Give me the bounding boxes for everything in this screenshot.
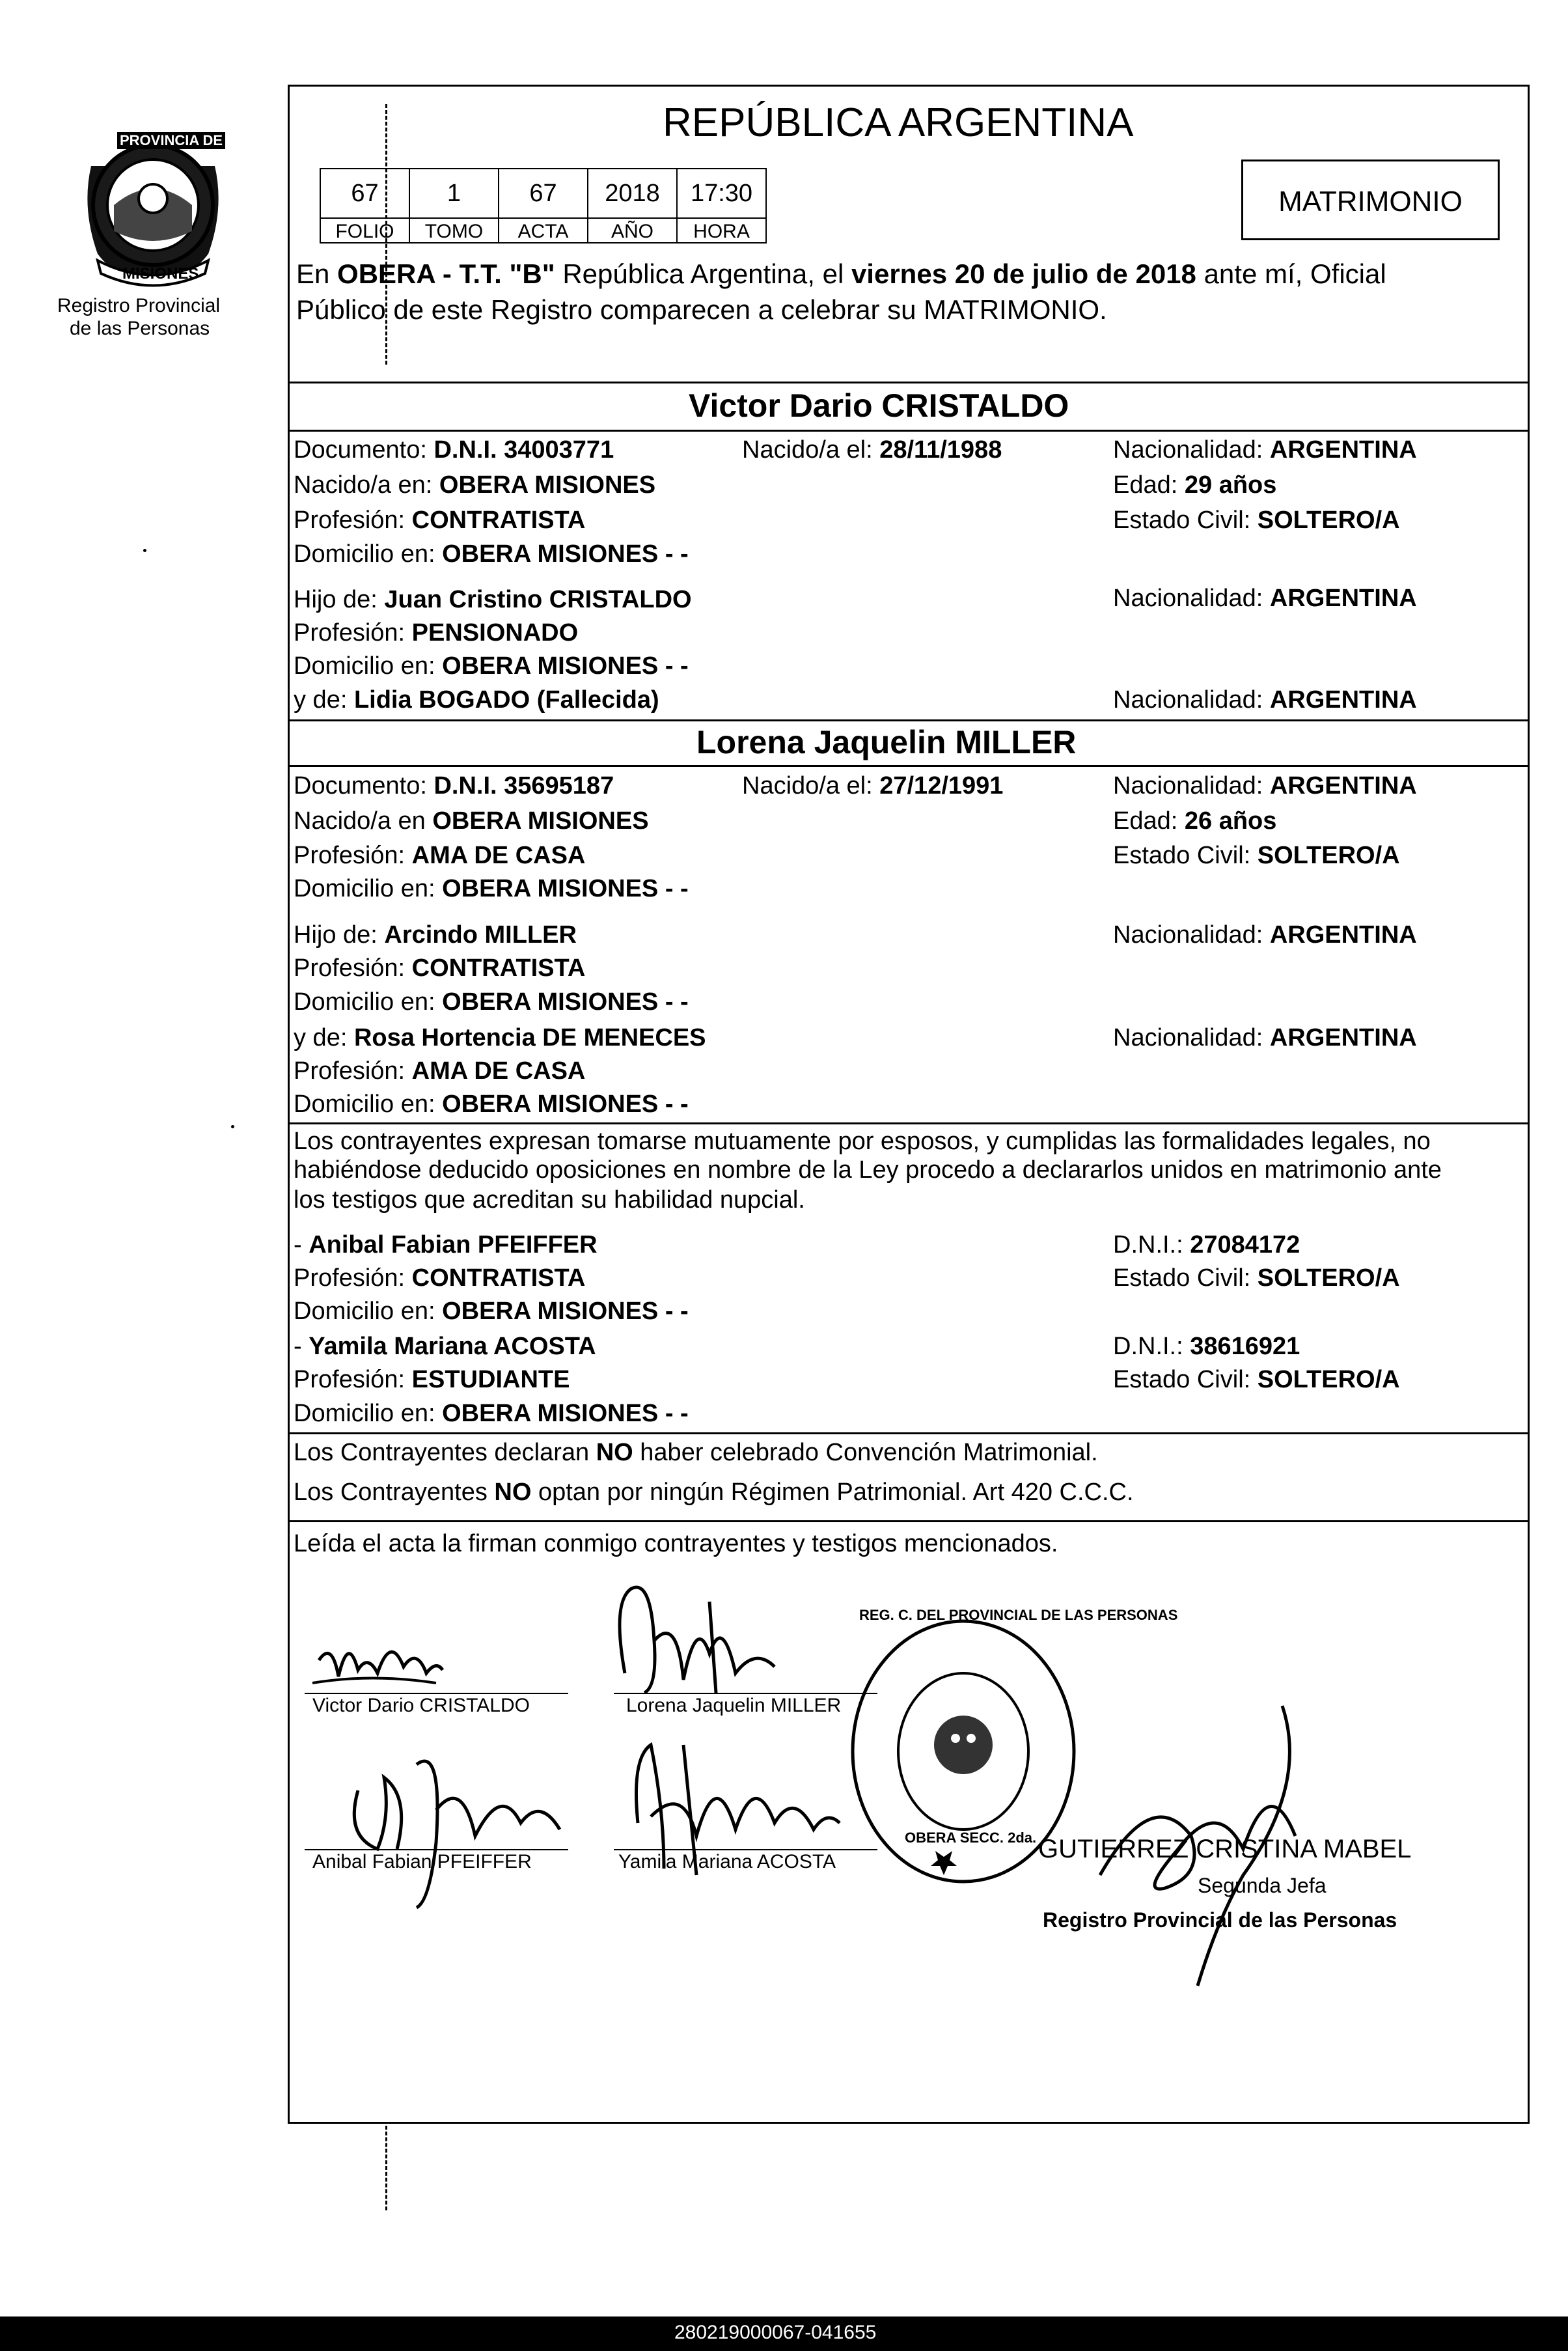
divider — [288, 1432, 1530, 1434]
seal-text-bottom: MISIONES — [122, 265, 199, 283]
divider — [288, 1122, 1530, 1124]
groom-address: Domicilio en: OBERA MISIONES - - — [294, 540, 689, 568]
bride-address: Domicilio en: OBERA MISIONES - - — [294, 875, 689, 902]
witness-1-signature-label: Anibal Fabian PFEIFFER — [312, 1851, 532, 1872]
groom-born: Nacido/a el: 28/11/1988 — [742, 436, 1002, 464]
hora-value: 17:30 — [676, 168, 767, 219]
divider — [288, 430, 1530, 432]
groom-mother-nationality: Nacionalidad: ARGENTINA — [1113, 686, 1417, 714]
folio-label: FOLIO — [320, 217, 410, 243]
divider — [288, 382, 1530, 383]
bride-nationality: Nacionalidad: ARGENTINA — [1113, 772, 1417, 800]
groom-birthplace: Nacido/a en: OBERA MISIONES — [294, 471, 656, 499]
groom-profession: Profesión: CONTRATISTA — [294, 507, 586, 534]
stamp-bottom-text: OBERA SECC. 2da. — [905, 1829, 1037, 1846]
bride-civil-status: Estado Civil: SOLTERO/A — [1113, 842, 1400, 869]
anio-value: 2018 — [587, 168, 678, 219]
witness-2-signature — [625, 1719, 853, 1888]
bride-father-profession: Profesión: CONTRATISTA — [294, 954, 586, 982]
groom-mother: y de: Lidia BOGADO (Fallecida) — [294, 686, 659, 714]
groom-nationality: Nacionalidad: ARGENTINA — [1113, 436, 1417, 464]
footer-code: 280219000067-041655 — [674, 2322, 877, 2343]
stray-dot — [231, 1125, 234, 1128]
groom-father-nationality: Nacionalidad: ARGENTINA — [1113, 585, 1417, 612]
officer-organization: Registro Provincial de las Personas — [1043, 1908, 1397, 1932]
witness-1-profession: Profesión: CONTRATISTA — [294, 1264, 586, 1292]
seal-text-top: PROVINCIA DE — [117, 132, 225, 149]
groom-father-address: Domicilio en: OBERA MISIONES - - — [294, 652, 689, 680]
witness-2-address: Domicilio en: OBERA MISIONES - - — [294, 1400, 689, 1427]
declaration-line-2: habiéndose deducido oposiciones en nombre de la Ley procedo a declararlos unidos en matrimonio ante — [294, 1156, 1442, 1184]
witness-2-dni: D.N.I.: 38616921 — [1113, 1333, 1300, 1360]
witness-2-signature-label: Yamila Mariana ACOSTA — [618, 1851, 836, 1872]
divider — [288, 765, 1530, 767]
witness-1-dni: D.N.I.: 27084172 — [1113, 1231, 1300, 1259]
witness-2-profession: Profesión: ESTUDIANTE — [294, 1366, 570, 1393]
fold-mark — [385, 2126, 387, 2210]
closing-text: Leída el acta la firman conmigo contrayentes y testigos mencionados. — [294, 1530, 1058, 1557]
tomo-value: 1 — [409, 168, 499, 219]
divider — [288, 719, 1530, 721]
acta-value: 67 — [498, 168, 588, 219]
divider — [288, 1520, 1530, 1522]
signature-line — [305, 1693, 568, 1694]
hora-label: HORA — [676, 217, 767, 243]
witness-1-signature — [332, 1738, 579, 1914]
bride-birthplace: Nacido/a en OBERA MISIONES — [294, 807, 649, 835]
convention-line-2: Los Contrayentes NO optan por ningún Régimen Patrimonial. Art 420 C.C.C. — [294, 1479, 1134, 1506]
act-type-box: MATRIMONIO — [1241, 160, 1500, 240]
country-title: REPÚBLICA ARGENTINA — [663, 100, 1134, 145]
convention-line-1: Los Contrayentes declaran NO haber celebrado Convención Matrimonial. — [294, 1439, 1098, 1466]
witness-1-address: Domicilio en: OBERA MISIONES - - — [294, 1298, 689, 1325]
bride-born: Nacido/a el: 27/12/1991 — [742, 772, 1004, 800]
bride-father-nationality: Nacionalidad: ARGENTINA — [1113, 921, 1417, 949]
groom-name: Victor Dario CRISTALDO — [689, 387, 1069, 424]
witness-1-civil-status: Estado Civil: SOLTERO/A — [1113, 1264, 1400, 1292]
groom-civil-status: Estado Civil: SOLTERO/A — [1113, 507, 1400, 534]
bride-father-address: Domicilio en: OBERA MISIONES - - — [294, 988, 689, 1016]
groom-age: Edad: 29 años — [1113, 471, 1277, 499]
official-stamp — [846, 1607, 1178, 1888]
bride-signature — [605, 1576, 820, 1706]
stray-dot — [143, 549, 146, 552]
bride-father: Hijo de: Arcindo MILLER — [294, 921, 577, 949]
witness-2-name: - Yamila Mariana ACOSTA — [294, 1333, 596, 1360]
bride-signature-label: Lorena Jaquelin MILLER — [626, 1695, 842, 1716]
officer-name: GUTIERREZ CRISTINA MABEL — [1038, 1835, 1412, 1863]
groom-signature-label: Victor Dario CRISTALDO — [312, 1695, 530, 1716]
tomo-label: TOMO — [409, 217, 499, 243]
officer-title: Segunda Jefa — [1198, 1874, 1327, 1897]
declaration-line-1: Los contrayentes expresan tomarse mutuamente por esposos, y cumplidas las formalidades legales, no — [294, 1128, 1431, 1155]
groom-signature — [306, 1621, 456, 1693]
witness-2-civil-status: Estado Civil: SOLTERO/A — [1113, 1366, 1400, 1393]
bride-mother-address: Domicilio en: OBERA MISIONES - - — [294, 1091, 689, 1118]
witness-1-name: - Anibal Fabian PFEIFFER — [294, 1231, 598, 1259]
bride-age: Edad: 26 años — [1113, 807, 1277, 835]
groom-doc: Documento: D.N.I. 34003771 — [294, 436, 614, 464]
bride-name: Lorena Jaquelin MILLER — [696, 724, 1077, 760]
bride-mother-profession: Profesión: AMA DE CASA — [294, 1057, 586, 1085]
province-seal-emblem — [72, 127, 234, 290]
bride-mother-nationality: Nacionalidad: ARGENTINA — [1113, 1024, 1417, 1051]
registry-label-line2: de las Personas — [70, 318, 210, 339]
officer-signature — [1074, 1680, 1367, 1992]
folio-value: 67 — [320, 168, 410, 219]
declaration-line-3: los testigos que acreditan su habilidad nupcial. — [294, 1186, 805, 1214]
bride-profession: Profesión: AMA DE CASA — [294, 842, 586, 869]
anio-label: AÑO — [587, 217, 678, 243]
bride-mother: y de: Rosa Hortencia DE MENECES — [294, 1024, 706, 1051]
intro-line-1: En OBERA - T.T. "B" República Argentina, el viernes 20 de julio de 2018 ante mí, Oficial — [296, 258, 1386, 289]
groom-father: Hijo de: Juan Cristino CRISTALDO — [294, 586, 692, 613]
bride-doc: Documento: D.N.I. 35695187 — [294, 772, 614, 800]
registry-label-line1: Registro Provincial — [57, 295, 221, 316]
groom-father-profession: Profesión: PENSIONADO — [294, 619, 579, 647]
intro-line-2: Público de este Registro comparecen a celebrar su MATRIMONIO. — [296, 294, 1107, 325]
acta-label: ACTA — [498, 217, 588, 243]
stamp-ring-text: REG. C. DEL PROVINCIAL DE LAS PERSONAS — [859, 1607, 1178, 1623]
